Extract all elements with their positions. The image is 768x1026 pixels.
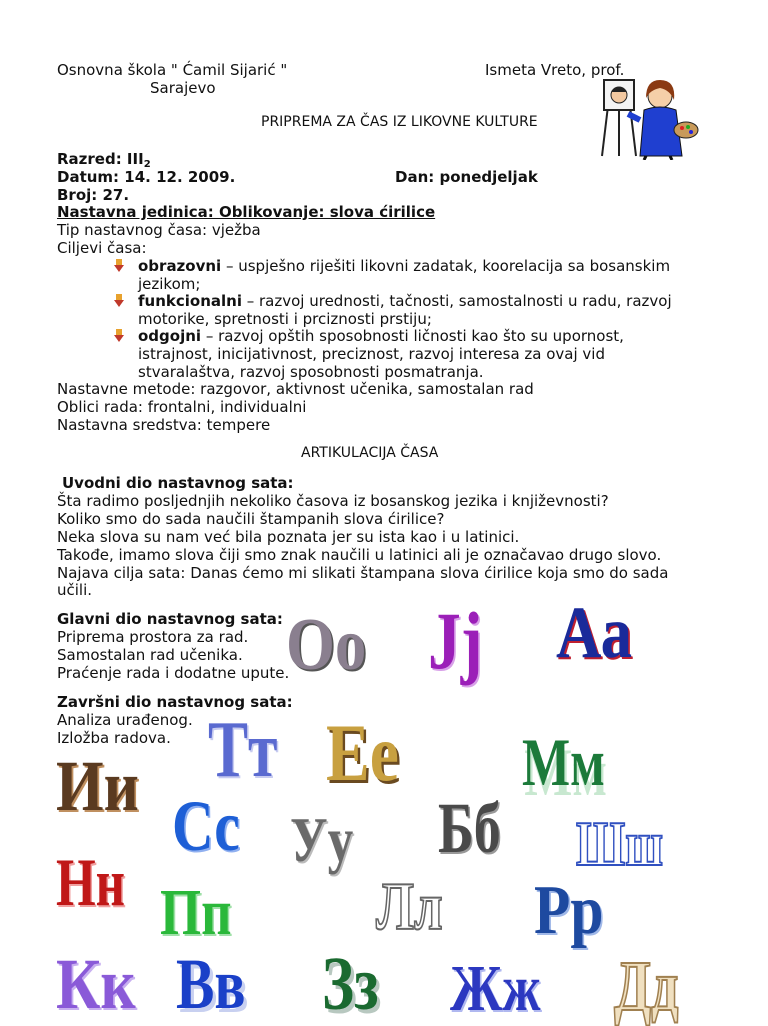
goal-item-cont: stvaralaštva, razvoj sposobnosti posmatranja. — [138, 363, 484, 381]
dan-line: Dan: ponedjeljak — [395, 168, 538, 186]
goal-item: obrazovni – uspješno riješiti likovni zadatak, koorelacija sa bosanskim — [138, 257, 671, 275]
razred-line: Razred: $III_2$ — [57, 150, 151, 170]
letter-j: Јј — [428, 595, 483, 686]
teacher-name: Ismeta Vreto, prof. — [485, 61, 625, 79]
letter-zh: Жж — [450, 952, 541, 1025]
articulation-heading: ARTIKULACIJA ČASA — [301, 445, 439, 461]
school-city: Sarajevo — [150, 79, 216, 97]
intro-line: Takođe, imamo slova čiji smo znak naučili u latinici ali je označavao drugo slovo. — [57, 546, 662, 564]
letter-d: Дд — [614, 946, 679, 1026]
page-title: PRIPREMA ZA ČAS IZ LIKOVNE KULTURE — [261, 114, 538, 130]
metode-line: Nastavne metode: razgovor, aktivnost učenika, samostalan rad — [57, 380, 534, 398]
letter-b: Бб — [438, 788, 501, 868]
final-line: Izložba radova. — [57, 729, 171, 747]
goal-item-cont: motorike, spretnosti i prciznosti prstiju; — [138, 310, 432, 328]
main-line: Samostalan rad učenika. — [57, 646, 243, 664]
goal-item-cont: istrajnost, inicijativnost, preciznost, razvoj interesa za ovaj vid — [138, 345, 605, 363]
letter-k: Кк — [56, 944, 136, 1024]
sredstva-line: Nastavna sredstva: tempere — [57, 416, 271, 434]
letter-p: Пп — [160, 876, 232, 949]
main-line: Praćenje rada i dodatne upute. — [57, 664, 290, 682]
bullet-icon — [114, 329, 124, 343]
intro-line: Najava cilja sata: Danas ćemo mi slikati štampana slova ćirilice koja smo do sada — [57, 564, 669, 582]
letter-i: Ии — [56, 746, 139, 826]
intro-line: Koliko smo do sada naučili štampanih slova ćirilice? — [57, 510, 445, 528]
intro-line: Neka slova su nam već bila poznata jer su ista kao i u latinici. — [57, 528, 520, 546]
school-name: Osnovna škola " Ćamil Sijarić " — [57, 61, 288, 79]
goal-item: odgojni – razvoj opštih sposobnosti ličnosti kao što su upornost, — [138, 327, 624, 345]
broj-line: Broj: 27. — [57, 186, 130, 204]
intro-line: učili. — [57, 581, 93, 599]
final-line: Analiza urađenog. — [57, 711, 193, 729]
intro-line: Šta radimo posljednjih nekoliko časova iz bosanskog jezika i književnosti? — [57, 492, 609, 510]
goal-item: funkcionalni – razvoj urednosti, tačnosti, samostalnosti u radu, razvoj — [138, 292, 672, 310]
letter-a: Аа — [556, 592, 633, 674]
main-heading: Glavni dio nastavnog sata: — [57, 610, 283, 628]
nastavna-jedinica: Nastavna jedinica: Oblikovanje: slova ćirilice — [57, 203, 436, 221]
main-line: Priprema prostora za rad. — [57, 628, 249, 646]
letter-s: Сс — [172, 786, 240, 866]
letter-m: Мм — [522, 724, 605, 800]
letter-l: Лл — [376, 868, 443, 944]
letter-z: Зз — [322, 942, 379, 1026]
letter-r: Рр — [534, 872, 604, 949]
letter-v: Вв — [176, 944, 246, 1024]
letter-o: Оо — [286, 604, 367, 686]
letter-e: Ее — [326, 707, 399, 798]
bullet-icon — [114, 259, 124, 273]
letter-n: Нн — [56, 844, 126, 920]
intro-heading: Uvodni dio nastavnog sata: — [62, 474, 294, 492]
bullet-icon — [114, 294, 124, 308]
letter-u: Уу — [290, 804, 354, 875]
goal-item-cont: jezikom; — [138, 275, 201, 293]
letter-sh: Шш — [576, 808, 664, 879]
datum-line: Datum: 14. 12. 2009. — [57, 168, 236, 186]
tip-casa: Tip nastavnog časa: vježba — [57, 221, 261, 239]
painter-clipart-icon — [600, 76, 700, 160]
letter-t: Тт — [208, 706, 278, 794]
final-heading: Završni dio nastavnog sata: — [57, 693, 293, 711]
ciljevi-label: Ciljevi časa: — [57, 239, 147, 257]
oblici-line: Oblici rada: frontalni, individualni — [57, 398, 307, 416]
